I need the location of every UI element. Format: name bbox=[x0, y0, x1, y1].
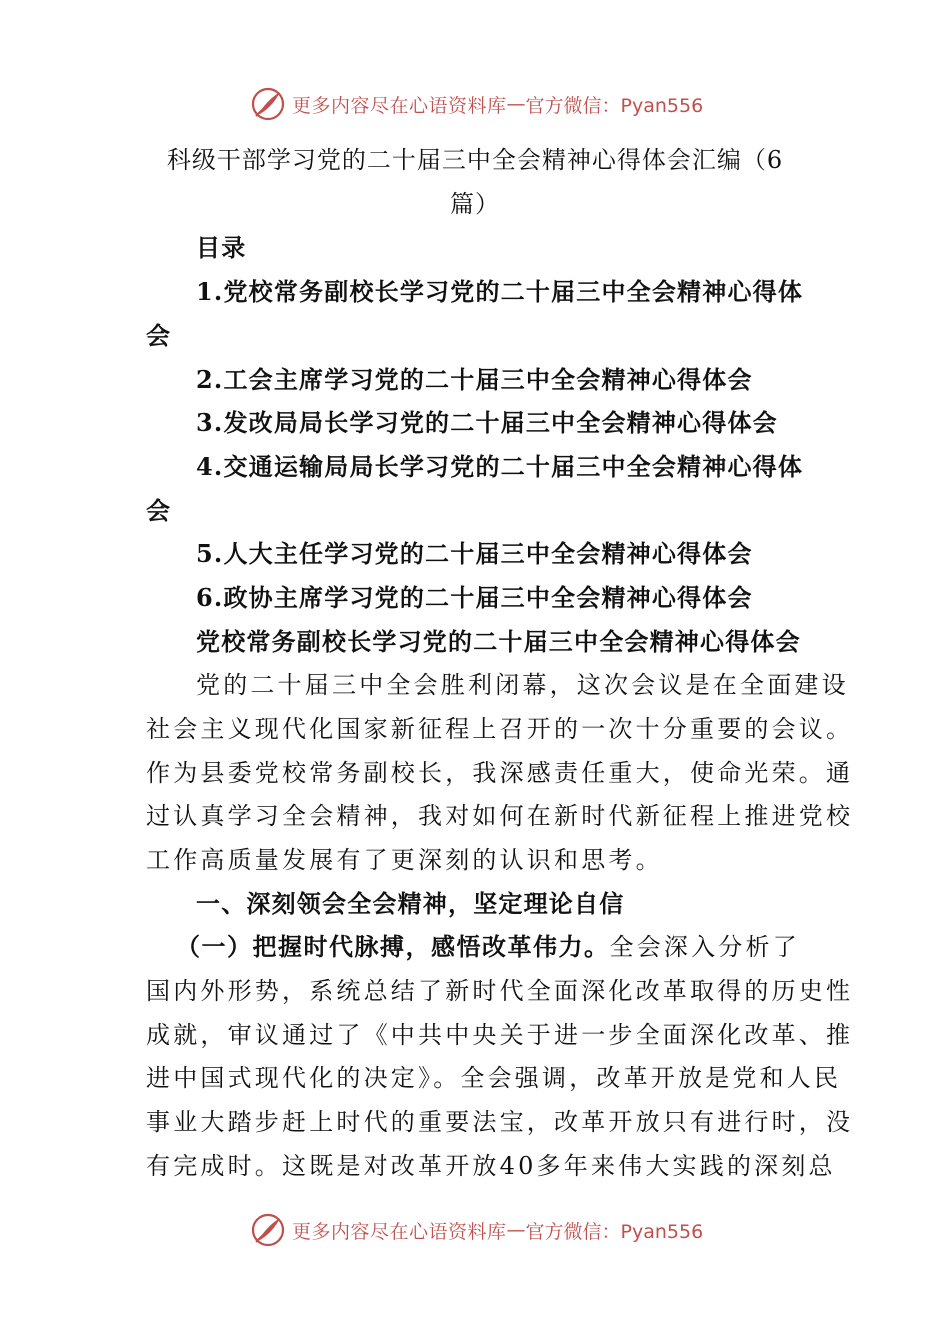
quill-logo-icon bbox=[250, 86, 286, 122]
watermark-separator: — bbox=[506, 93, 526, 115]
document-title-line1: 科级干部学习党的二十届三中全会精神心得体会汇编（6 bbox=[166, 146, 784, 174]
paragraph2-line1 bbox=[176, 925, 950, 969]
toc-item-1-continued: 会 bbox=[146, 321, 172, 350]
paragraph2-line2: 国内外形势，系统总结了新时代全面深化改革取得的历史性 bbox=[146, 977, 854, 1005]
section1-heading: 一、深刻领会全会精神，坚定理论自信 bbox=[196, 889, 625, 918]
paragraph2-first: 全会深入分析了 bbox=[609, 933, 800, 961]
toc-item-4: 4.交通运输局局长学习党的二十届三中全会精神心得体 bbox=[196, 452, 804, 481]
watermark-contact: 官方微信：Pyan556 bbox=[525, 1220, 704, 1243]
paragraph2-line5: 事业大踏步赶上时代的重要法宝，改革开放只有进行时，没 bbox=[146, 1108, 854, 1136]
quill-logo-icon bbox=[250, 1212, 286, 1248]
toc-item-1: 1.党校常务副校长学习党的二十届三中全会精神心得体 bbox=[196, 277, 804, 306]
toc-item-3: 3.发改局局长学习党的二十届三中全会精神心得体会 bbox=[196, 408, 778, 437]
paragraph2-line4: 进中国式现代化的决定》。全会强调，改革开放是党和人民 bbox=[146, 1064, 842, 1092]
toc-heading: 目录 bbox=[196, 233, 247, 262]
paragraph1-line4: 过认真学习全会精神，我对如何在新时代新征程上推进党校 bbox=[146, 802, 854, 830]
watermark-separator: — bbox=[506, 1219, 526, 1241]
toc-item-2: 2.工会主席学习党的二十届三中全会精神心得体会 bbox=[196, 365, 753, 394]
watermark-contact: 官方微信：Pyan556 bbox=[525, 94, 704, 117]
paragraph1-line5: 工作高质量发展有了更深刻的认识和思考。 bbox=[146, 846, 663, 874]
watermark-text: 更多内容尽在心语资料库 bbox=[292, 1220, 507, 1243]
paragraph2-line3: 成就，审议通过了《中共中央关于进一步全面深化改革、推 bbox=[146, 1021, 854, 1049]
toc-item-4-continued: 会 bbox=[146, 496, 172, 525]
paragraph2-lead: （一）把握时代脉搏，感悟改革伟力。 bbox=[176, 932, 610, 961]
paragraph1-line3: 作为县委党校常务副校长，我深感责任重大，使命光荣。通 bbox=[146, 759, 854, 787]
paragraph2-line6: 有完成时。这既是对改革开放40多年来伟大实践的深刻总 bbox=[146, 1152, 836, 1180]
article-heading: 党校常务副校长学习党的二十届三中全会精神心得体会 bbox=[196, 627, 801, 656]
watermark-text: 更多内容尽在心语资料库 bbox=[292, 94, 507, 117]
document-title-line2: 篇） bbox=[450, 190, 500, 218]
paragraph1-line1: 党的二十届三中全会胜利闭幕，这次会议是在全面建设 bbox=[196, 671, 849, 699]
watermark-banner-bottom bbox=[0, 1208, 950, 1252]
toc-item-6: 6.政协主席学习党的二十届三中全会精神心得体会 bbox=[196, 583, 753, 612]
toc-item-5: 5.人大主任学习党的二十届三中全会精神心得体会 bbox=[196, 539, 753, 568]
paragraph1-line2: 社会主义现代化国家新征程上召开的一次十分重要的会议。 bbox=[146, 715, 854, 743]
watermark-banner-top bbox=[0, 82, 950, 126]
